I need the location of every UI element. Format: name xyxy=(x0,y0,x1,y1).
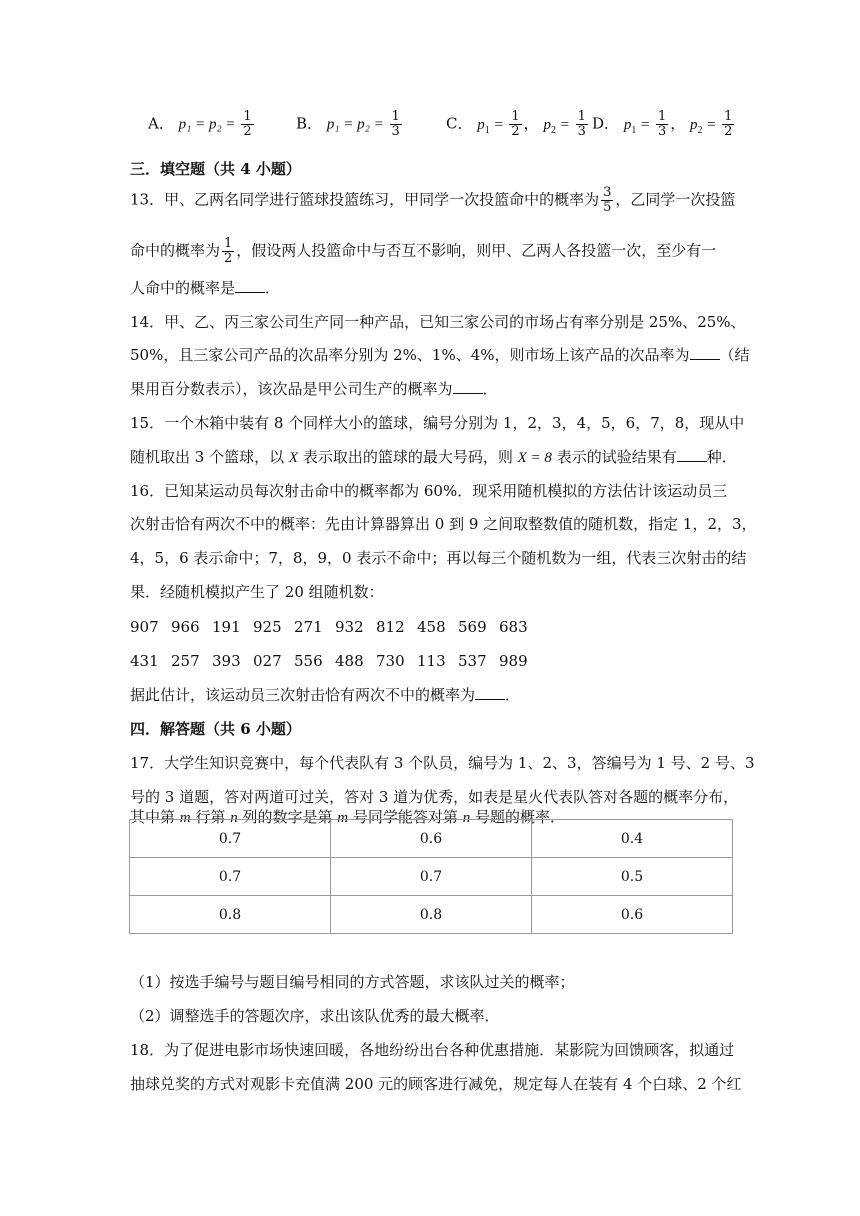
random-number: 458 xyxy=(417,618,446,636)
option-label: B． xyxy=(296,114,323,133)
random-number: 271 xyxy=(294,618,323,636)
random-number: 556 xyxy=(294,652,323,670)
fraction xyxy=(222,237,234,266)
fraction-den: 2 xyxy=(224,251,233,266)
fraction-num: 1 xyxy=(511,109,520,124)
table-cell: 0.7 xyxy=(331,858,532,896)
text: 行第 xyxy=(195,808,226,826)
text: 随机取出 3 个篮球，以 xyxy=(130,448,285,466)
random-number: 730 xyxy=(376,652,405,670)
math-var: m xyxy=(337,810,349,826)
random-number: 966 xyxy=(171,618,200,636)
option-expr: $p_1$ = xyxy=(477,116,508,136)
fraction-num: 1 xyxy=(224,236,233,251)
question-17-sub-1: （1）按选手编号与题目编号相同的方式答题，求该队过关的概率； xyxy=(130,973,575,991)
random-number: 683 xyxy=(499,618,528,636)
random-numbers-row-1 xyxy=(130,616,540,638)
option-b xyxy=(296,110,404,139)
option-label: C． xyxy=(446,114,473,133)
table-row xyxy=(130,896,733,934)
text: ，乙同学一次投篮 xyxy=(615,190,736,209)
option-expr: $p_2$ = xyxy=(543,116,574,136)
fraction xyxy=(576,110,588,139)
answer-blank[interactable] xyxy=(235,278,265,293)
fraction-num: 3 xyxy=(603,185,612,200)
fraction xyxy=(509,110,521,139)
fraction-den: 5 xyxy=(603,200,612,215)
table-cell: 0.7 xyxy=(130,820,331,858)
question-16-line-5 xyxy=(130,684,520,706)
random-number: 431 xyxy=(130,652,159,670)
text: 50%，且三家公司产品的次品率分别为 2%、1%、4%，则市场上该产品的次品率为 xyxy=(130,346,690,364)
answer-blank[interactable] xyxy=(475,685,505,700)
random-number: 027 xyxy=(253,652,282,670)
math-var: X xyxy=(288,450,299,466)
random-number: 488 xyxy=(335,652,364,670)
table-cell: 0.8 xyxy=(130,896,331,934)
text: 表示取出的篮球的最大号码，则 xyxy=(302,448,513,466)
text: 人命中的概率是 xyxy=(130,279,236,297)
fraction-den: 3 xyxy=(391,124,400,139)
option-c: C． $p_1$ = $\frac{1}{2}$ ， $p_2$ = $\frac{1}{3}$ xyxy=(446,109,586,139)
random-number: 989 xyxy=(499,652,528,670)
table-cell: 0.7 xyxy=(130,858,331,896)
answer-blank[interactable] xyxy=(453,379,483,394)
option-expr: p₁ = p₂ = xyxy=(326,116,388,133)
question-16-line-4: 果．经随机模拟产生了 20 组随机数： xyxy=(130,583,384,601)
math-var: m xyxy=(179,810,191,826)
random-number: 537 xyxy=(458,652,487,670)
fraction-den: 3 xyxy=(657,124,667,139)
table-cell: 0.6 xyxy=(331,820,532,858)
table-cell: 0.5 xyxy=(532,858,733,896)
fraction-num: 1 xyxy=(577,109,586,124)
question-16-line-1: 16．已知某运动员每次射击命中的概率都为 60%．现采用随机模拟的方法估计该运动员三 xyxy=(130,482,728,500)
text: ． xyxy=(482,380,498,398)
option-d: D． $p_1$ = $\frac{1}{3}$ ， $p_2$ = $\frac{1}{2}$ xyxy=(592,109,733,139)
section-heading: 四．解答题（共 6 小题） xyxy=(130,720,301,738)
option-a xyxy=(148,110,256,139)
text: ． xyxy=(265,279,281,297)
fraction xyxy=(390,110,402,139)
question-17-line-1: 17．大学生知识竞赛中，每个代表队有 3 个队员，编号为 1、2、3，答编号为 1 号、2 号、3 xyxy=(130,754,755,772)
table-row xyxy=(130,858,733,896)
random-number: 113 xyxy=(417,652,446,670)
random-number: 393 xyxy=(212,652,241,670)
fraction-num: 1 xyxy=(243,109,252,124)
table-row xyxy=(130,820,733,858)
math-var: n xyxy=(230,810,238,826)
fraction xyxy=(656,110,668,139)
text: 号同学能答对第 xyxy=(352,808,458,826)
random-number: 569 xyxy=(458,618,487,636)
random-number: 932 xyxy=(335,618,364,636)
option-expr: p₁ = p₂ = xyxy=(178,116,240,133)
text: 表示的试验结果有 xyxy=(556,448,677,466)
option-label: D． xyxy=(592,114,620,133)
random-number: 907 xyxy=(130,618,159,636)
random-number: 257 xyxy=(171,652,200,670)
question-17-line-2: 号的 3 道题，答对两道可过关，答对 3 道为优秀，如表是星火代表队答对各题的概率分布， xyxy=(130,788,739,806)
random-number: 812 xyxy=(376,618,405,636)
option-expr: $p_2$ = xyxy=(690,116,721,136)
table-cell: 0.8 xyxy=(331,896,532,934)
text: 果用百分数表示），该次品是甲公司生产的概率为 xyxy=(130,380,453,398)
question-13-line-3 xyxy=(130,277,280,299)
question-17-sub-2: （2）调整选手的答题次序，求出该队优秀的最大概率． xyxy=(130,1007,500,1025)
question-13-line-1 xyxy=(130,186,735,215)
option-expr: $p_1$ = xyxy=(623,116,654,136)
fraction xyxy=(241,110,253,139)
section-heading: 三．填空题（共 4 小题） xyxy=(130,160,301,178)
text: ． xyxy=(505,686,521,704)
fraction-den: 2 xyxy=(511,124,520,139)
question-16-line-2: 次射击恰有两次不中的概率：先由计算器算出 0 到 9 之间取整数值的随机数，指定 1，2，3， xyxy=(130,515,757,533)
text: 列的数字是第 xyxy=(242,808,333,826)
math-var: n xyxy=(462,810,471,826)
math-expr: X = 8 xyxy=(517,450,552,466)
question-16-line-3: 4，5，6 表示命中；7，8，9，0 表示不命中；再以每三个随机数为一组，代表三次射击的结 xyxy=(130,549,747,567)
question-14-line-2 xyxy=(130,344,750,366)
table-cell: 0.4 xyxy=(532,820,733,858)
random-number: 191 xyxy=(212,618,241,636)
fraction-den: 2 xyxy=(243,124,252,139)
answer-blank[interactable] xyxy=(677,447,707,462)
text: （结 xyxy=(719,346,750,364)
text: ，假设两人投篮命中与否互不影响，则甲、乙两人各投篮一次，至少有一 xyxy=(236,241,717,260)
question-13-line-2 xyxy=(130,237,716,266)
probability-table xyxy=(129,819,733,934)
fraction-den: 3 xyxy=(577,124,586,139)
answer-blank[interactable] xyxy=(690,345,720,360)
fraction-den: 2 xyxy=(724,124,733,139)
text: 命中的概率为 xyxy=(130,241,221,260)
question-15-line-2 xyxy=(130,446,737,469)
question-18-line-1: 18．为了促进电影市场快速回暖，各地纷纷出台各种优惠措施．某影院为回馈顾客，拟通过 xyxy=(130,1041,735,1059)
table-cell: 0.6 xyxy=(532,896,733,934)
question-18-line-2: 抽球兑奖的方式对观影卡充值满 200 元的顾客进行减免，规定每人在装有 4 个白球、2 个红 xyxy=(130,1075,742,1093)
fraction xyxy=(722,110,734,139)
question-15-line-1: 15．一个木箱中装有 8 个同样大小的篮球，编号分别为 1，2，3，4，5，6，7，8，现从中 xyxy=(130,414,745,432)
text: 其中第 xyxy=(130,808,176,826)
fraction-num: 1 xyxy=(391,109,400,124)
text: 种． xyxy=(706,448,737,466)
random-numbers-row-2 xyxy=(130,650,540,672)
fraction-num: 1 xyxy=(657,109,667,124)
fraction-num: 1 xyxy=(724,109,733,124)
option-label: A． xyxy=(148,114,174,133)
fraction xyxy=(601,186,613,215)
text: 13．甲、乙两名同学进行篮球投篮练习，甲同学一次投篮命中的概率为 xyxy=(130,190,600,209)
random-number: 925 xyxy=(253,618,282,636)
text: 据此估计，该运动员三次射击恰有两次不中的概率为 xyxy=(130,686,476,704)
question-14-line-3 xyxy=(130,378,498,400)
text: 号题的概率． xyxy=(475,808,566,826)
question-14-line-1: 14．甲、乙、丙三家公司生产同一种产品，已知三家公司的市场占有率分别是 25%、25%、 xyxy=(130,313,746,331)
